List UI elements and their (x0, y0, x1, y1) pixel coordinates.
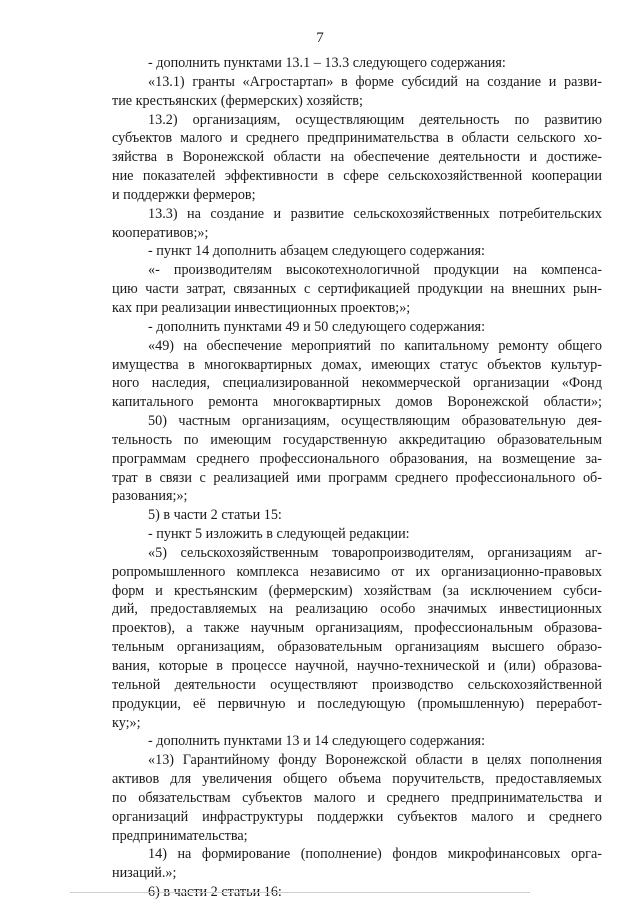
text-line: тие крестьянских (фермерских) хозяйств; (112, 92, 363, 109)
text-line: активов для увеличения общего объема поручительств, предоставляемых (112, 771, 602, 788)
text-line: проектов), а также научным организациям, профессиональным образова- (112, 620, 602, 637)
text-line: 13.2) организациям, осуществляющим деятельность по развитию (148, 111, 602, 128)
text-line: «13) Гарантийному фонду Воронежской области в целях пополнения (148, 752, 602, 769)
text-line: ку;»; (112, 714, 141, 731)
text-line: ние показателей эффективности в сфере сельскохозяйственной кооперации (112, 168, 602, 185)
text-line: - пункт 14 дополнить абзацем следующего содержания: (148, 243, 485, 260)
text-line: разования;»; (112, 488, 188, 505)
text-line: тельной деятельности осуществляют производство сельскохозяйственной (112, 676, 602, 693)
text-line: - пункт 5 изложить в следующей редакции: (148, 526, 410, 543)
text-line: цию части затрат, связанных с сертификацией продукции на внешних рын- (112, 281, 602, 298)
text-line: тельность по имеющим государственную аккредитацию образовательным (112, 431, 602, 448)
text-line: «- производителям высокотехнологичной продукции на компенса- (148, 262, 602, 279)
text-line: ках при реализации инвестиционных проектов;»; (112, 299, 411, 316)
text-line: дий, предоставляемых на реализацию особо значимых инвестиционных (112, 601, 602, 618)
text-line: зяйства в Воронежской области на обеспечение деятельности и достиже- (112, 149, 602, 166)
text-line: организаций инфраструктуры поддержки субъектов малого и среднего (112, 808, 602, 825)
text-line: вания, которые в процессе научной, научно-технической и (или) образова- (112, 658, 602, 674)
text-line: 6) в части 2 статьи 16: (148, 884, 282, 901)
text-line: капитального ремонта многоквартирных домов Воронежской области»; (112, 394, 602, 411)
text-line: имущества в многоквартирных домах, имеющих статус объектов культур- (112, 356, 602, 373)
text-line: - дополнить пунктами 13 и 14 следующего содержания: (148, 733, 486, 750)
document-body (112, 54, 602, 902)
text-line: форм и крестьянским (фермерским) хозяйствам (за исключением субси- (112, 582, 602, 599)
text-line: ропромышленного комплекса независимо от их организационно-правовых (112, 563, 602, 580)
text-line: ного наследия, специализированной некоммерческой организации «Фонд (112, 375, 602, 392)
page-number: 7 (316, 30, 324, 46)
text-line: предпринимательства; (112, 827, 248, 844)
text-line: по обязательствам субъектов малого и среднего предпринимательства и (112, 789, 602, 806)
text-line: 13.3) на создание и развитие сельскохозяйственных потребительских (148, 205, 602, 222)
text-line: тельным организациям, образовательным организациям высшего образо- (112, 639, 602, 656)
text-line: - дополнить пунктами 49 и 50 следующего содержания: (148, 318, 486, 335)
text-line: 5) в части 2 статьи 15: (148, 507, 282, 524)
text-line: программам среднего профессионального образования, на возмещение за- (112, 450, 602, 467)
text-line: субъектов малого и среднего предпринимательства в области сельского хо- (112, 130, 602, 147)
text-line: «5) сельскохозяйственным товаропроизводителям, организациям аг- (148, 544, 602, 561)
text-line: кооперативов;»; (112, 224, 209, 241)
text-line: «13.1) гранты «Агростартап» в форме субсидий на создание и разви- (148, 73, 602, 90)
footer-divider (70, 892, 530, 893)
text-line: трат в связи с реализацией ими программ среднего профессионального об- (112, 469, 602, 486)
text-line: продукции, её первичную и последующую (промышленную) переработ- (112, 695, 602, 712)
text-line: - дополнить пунктами 13.1 – 13.3 следующего содержания: (148, 55, 506, 71)
text-line: 50) частным организациям, осуществляющим образовательную дея- (148, 413, 602, 430)
text-line: 14) на формирование (пополнение) фондов микрофинансовых орга- (148, 846, 602, 863)
text-line: низаций.»; (112, 865, 177, 882)
text-line: «49) на обеспечение мероприятий по капитальному ремонту общего (148, 337, 602, 354)
text-line: и поддержки фермеров; (112, 186, 256, 203)
